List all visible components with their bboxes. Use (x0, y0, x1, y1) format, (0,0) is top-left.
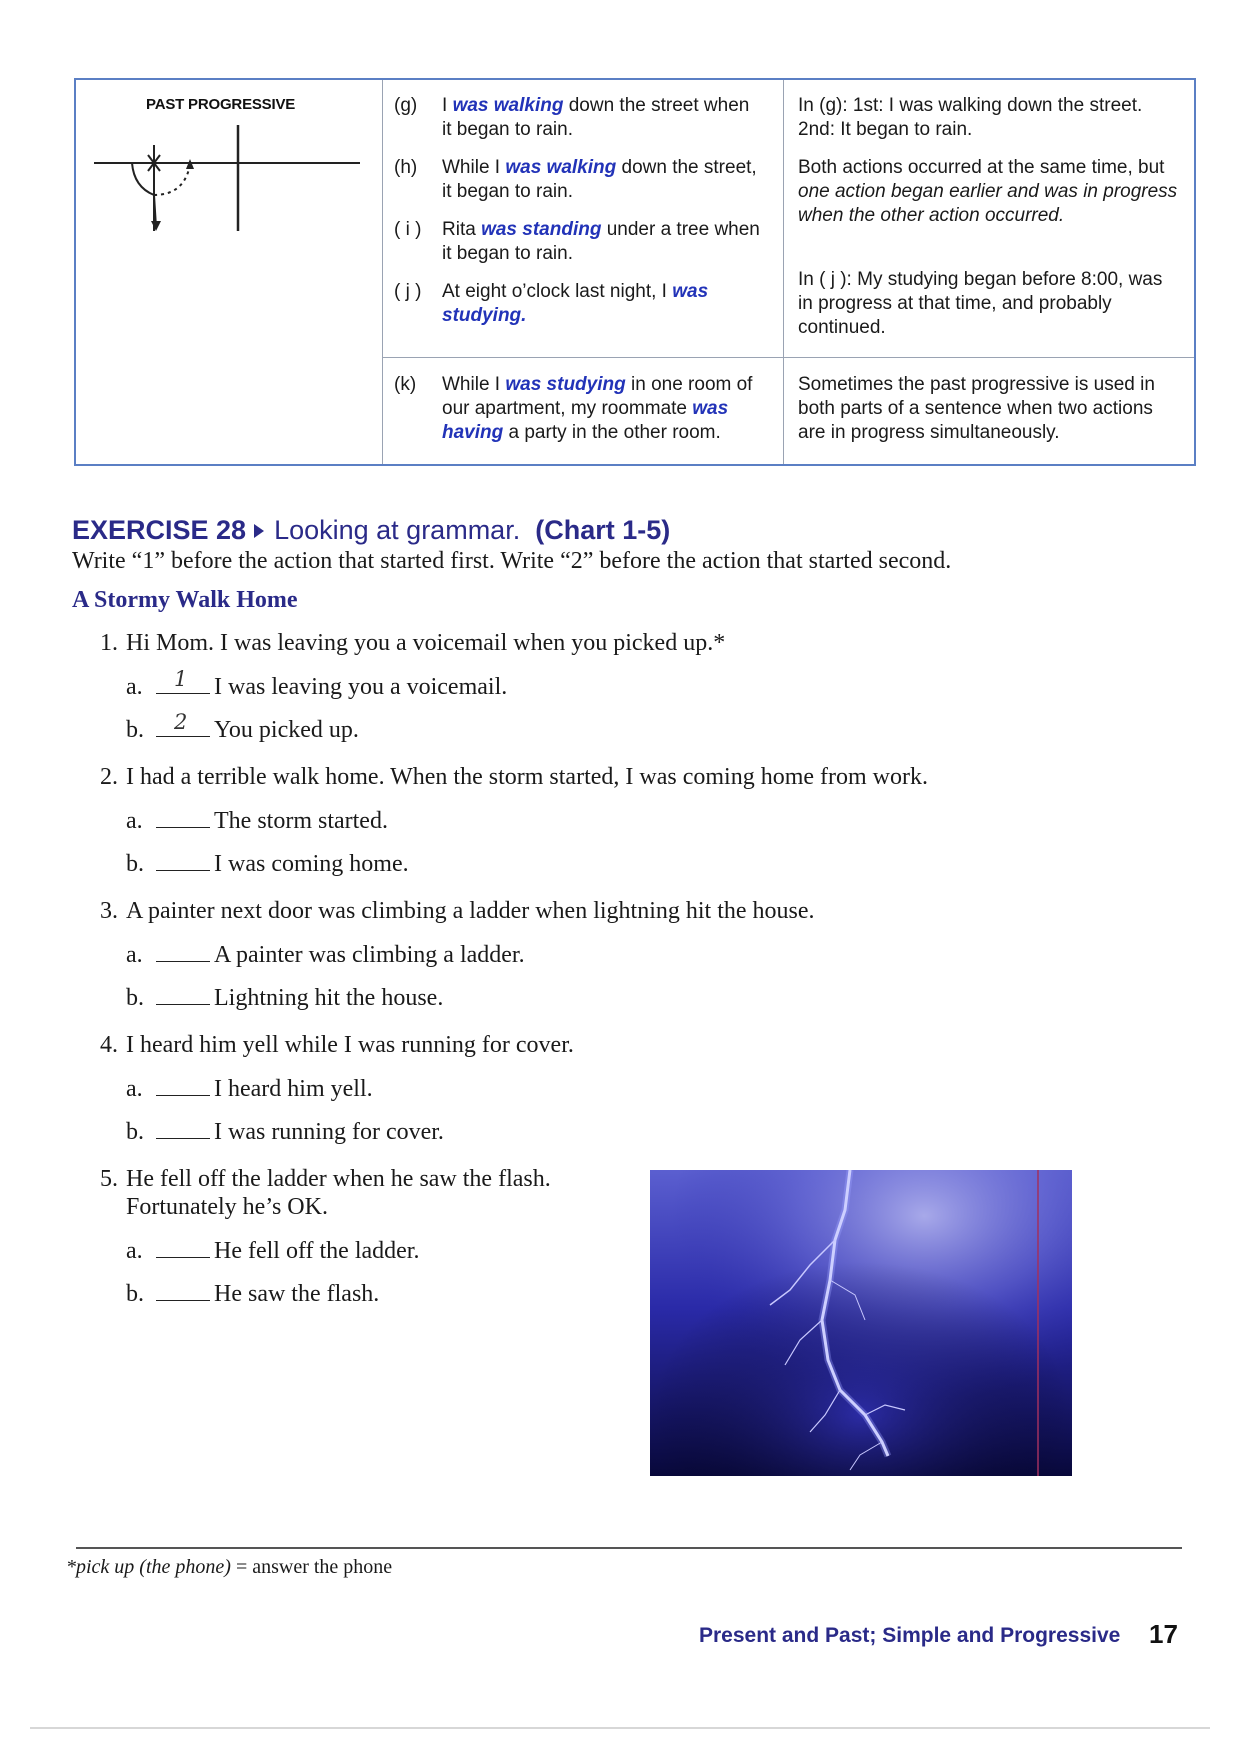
answer-line (126, 710, 359, 744)
answer-letter: a. (126, 942, 143, 968)
answer-blank[interactable] (156, 984, 210, 1005)
question-text: Hi Mom. I was leaving you a voicemail when you picked up.* (126, 630, 726, 656)
footnote-definition: = answer the phone (230, 1556, 393, 1578)
example-post: under a tree when it began to rain. (442, 219, 760, 264)
answer-text: He saw the flash. (214, 1281, 380, 1307)
answer-letter: a. (126, 1238, 143, 1264)
example-pre: Rita (442, 219, 482, 240)
answer-text: The storm started. (214, 808, 388, 834)
answer-text: I was leaving you a voicemail. (214, 674, 508, 700)
page-number: 17 (1149, 1619, 1178, 1649)
example-text (442, 373, 762, 445)
question-4 (86, 1032, 574, 1059)
explanation-g: In (g): 1st: I was walking down the street. 2nd: It began to rain. (798, 95, 1143, 140)
exercise-title (72, 515, 670, 546)
question-2 (86, 764, 928, 791)
example-pre: At eight o’clock last night, I (442, 281, 673, 302)
answer-text: Lightning hit the house. (214, 985, 444, 1011)
answer-letter: b. (126, 851, 144, 877)
chart-reference: (Chart 1-5) (535, 515, 671, 545)
answer-blank[interactable] (156, 1118, 210, 1139)
answer-text: A painter was climbing a ladder. (214, 942, 525, 968)
example-post: down the street when it began to rain. (442, 95, 750, 140)
column-divider (783, 80, 784, 464)
answer-line (126, 850, 409, 878)
example-text (442, 218, 762, 266)
exercise-name: EXERCISE 28 (72, 515, 247, 545)
example-verb: was studying (505, 374, 626, 395)
example-pre: I (442, 95, 453, 116)
example-letter: (k) (394, 374, 417, 395)
explanation-italic: one action began earlier and was in progress when the other action occurred. (798, 181, 1178, 226)
handwritten-answer: 2 (174, 710, 188, 734)
answer-blank[interactable] (156, 710, 210, 737)
answer-text: I was running for cover. (214, 1119, 444, 1145)
question-text: I heard him yell while I was running for cover. (126, 1032, 574, 1058)
answer-blank[interactable] (156, 807, 210, 828)
question-number: 5. (100, 1166, 118, 1192)
answer-line (126, 941, 525, 969)
answer-letter: b. (126, 985, 144, 1011)
example-text (442, 94, 762, 142)
example-text (442, 280, 762, 328)
question-3 (86, 898, 815, 925)
answer-letter: b. (126, 717, 144, 743)
answer-text: He fell off the ladder. (214, 1238, 420, 1264)
answer-line (126, 667, 508, 701)
footnote (66, 1556, 392, 1579)
answer-line (126, 807, 388, 835)
example-pre: While I (442, 374, 506, 395)
answer-text: I heard him yell. (214, 1076, 373, 1102)
footnote-term: *pick up (the phone) (66, 1556, 231, 1578)
answer-blank[interactable] (156, 1075, 210, 1096)
answer-blank[interactable] (156, 941, 210, 962)
exercise-instructions: Write “1” before the action that started first. Write “2” before the action that started second. (72, 548, 952, 574)
explanation-k: Sometimes the past progressive is used in both parts of a sentence when two actions are in progress simultaneously. (798, 374, 1155, 443)
answer-letter: b. (126, 1281, 144, 1307)
question-1 (86, 630, 725, 657)
answer-text: I was coming home. (214, 851, 409, 877)
example-pre: While I (442, 157, 506, 178)
answer-letter: a. (126, 808, 143, 834)
answer-blank[interactable] (156, 1237, 210, 1258)
question-5 (86, 1166, 551, 1193)
question-5-continued: Fortunately he’s OK. (126, 1194, 328, 1220)
example-text (442, 156, 762, 204)
footnote-rule (76, 1547, 1182, 1549)
question-number: 4. (100, 1032, 118, 1058)
answer-line (126, 1237, 419, 1265)
answer-line (126, 1280, 379, 1308)
grammar-chart-table (74, 78, 1196, 466)
example-verb: was walking (505, 157, 617, 178)
exercise-heading: Looking at grammar. (274, 515, 521, 545)
example-letter: ( j ) (394, 281, 422, 302)
answer-letter: b. (126, 1119, 144, 1145)
exercise-subtitle: A Stormy Walk Home (72, 587, 298, 613)
example-letter: ( i ) (394, 219, 422, 240)
example-letter: (h) (394, 157, 418, 178)
example-verb: was walking (452, 95, 564, 116)
answer-blank[interactable] (156, 1280, 210, 1301)
chart-label: PAST PROGRESSIVE (146, 96, 296, 113)
explanation-both-actions (798, 156, 1180, 228)
example-verb: was studying. (442, 281, 709, 326)
running-head: Present and Past; Simple and Progressive (699, 1624, 1121, 1647)
question-text: A painter next door was climbing a ladder when lightning hit the house. (126, 898, 815, 924)
example-verb: was standing (481, 219, 602, 240)
answer-blank[interactable] (156, 850, 210, 871)
example-post: in one room of our apartment, my roommate (442, 374, 753, 419)
bottom-rule (30, 1727, 1210, 1729)
row-divider (382, 357, 1194, 358)
answer-line (126, 1075, 373, 1103)
answer-blank[interactable] (156, 667, 210, 694)
answer-line (126, 1118, 444, 1146)
answer-text: You picked up. (214, 717, 359, 743)
question-number: 1. (100, 630, 118, 656)
example-letter: (g) (394, 95, 418, 116)
question-number: 3. (100, 898, 118, 924)
explanation-plain: Both actions occurred at the same time, but (798, 157, 1165, 178)
question-text: I had a terrible walk home. When the storm started, I was coming home from work. (126, 764, 928, 790)
example-verb: was having (442, 398, 729, 443)
handwritten-answer: 1 (174, 667, 188, 691)
column-divider (382, 80, 383, 464)
explanation-j: In ( j ): My studying began before 8:00, was in progress at that time, and probably continued. (798, 269, 1163, 338)
timeline-diagram (94, 125, 360, 235)
question-text: He fell off the ladder when he saw the flash. (126, 1166, 551, 1192)
example-post: down the street, it began to rain. (442, 157, 757, 202)
play-arrow-icon (254, 524, 264, 538)
example-post: a party in the other room. (503, 422, 721, 443)
answer-letter: a. (126, 674, 143, 700)
answer-line (126, 984, 443, 1012)
lightning-image (650, 1170, 1072, 1476)
question-number: 2. (100, 764, 118, 790)
lightning-photo (650, 1170, 1072, 1476)
answer-letter: a. (126, 1076, 143, 1102)
